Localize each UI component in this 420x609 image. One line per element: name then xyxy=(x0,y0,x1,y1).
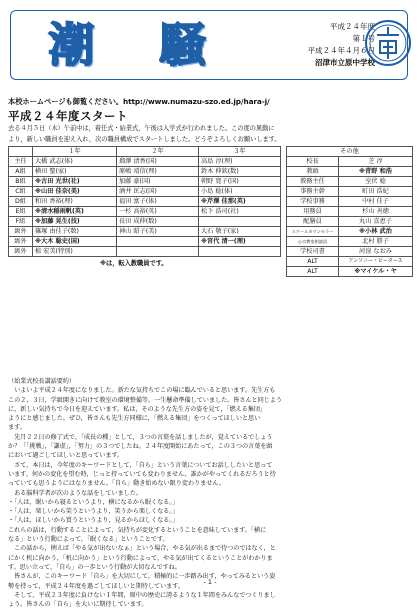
staff-cell: 鈴木 伸欽(数) xyxy=(199,167,281,177)
staff-name: 河窪 なおみ xyxy=(339,247,413,257)
staff-cell: 高島 淳(理) xyxy=(199,157,281,167)
speech-line: ある脳科学者が次のような話をしていました。 xyxy=(8,489,142,497)
table-row xyxy=(9,157,281,167)
speech-line: さて，本日は，今年度のキーワードとして，「自ら」という言葉についてお話ししたいと思って xyxy=(8,461,273,469)
issue-date: 平成２４年４月６日 xyxy=(307,46,375,55)
table-row xyxy=(9,197,281,207)
speech-line: ・「人は，ほしいから買うというより，見るからほしくなる。」 xyxy=(8,517,179,525)
table-row xyxy=(287,177,413,187)
issue-year: 平成２４年度 xyxy=(330,22,375,31)
row-role: 教頭 xyxy=(287,167,339,177)
speech-line: なる」という行動によって，「眠くなる」ということです。 xyxy=(8,536,169,544)
staff-cell: 一杉 高裕(英) xyxy=(117,207,199,217)
staff-cell: 長田 成伸(数) xyxy=(117,217,199,227)
principal-speech xyxy=(8,377,412,609)
speech-line: いよいよ平成２４年度になりました。新たな気持ちでこの場に臨んでいると思います。先生方も xyxy=(8,387,276,395)
table-row xyxy=(287,257,413,267)
page-number: - 1 - xyxy=(203,578,217,586)
staff-cell: 加藤 豪(国) xyxy=(117,177,199,187)
intro-line: 去る４月５日（木）午前中は，着任式・始業式，午後は入学式が行われました。この度の異動に xyxy=(8,125,275,132)
speech-line: ・「人は，眠いから寝るというより，横になるから眠くなる。」 xyxy=(8,498,179,506)
staff-cell: 篠塚 由佳子(数) xyxy=(33,227,117,237)
staff-cell: 植 宏美(特別) xyxy=(33,247,117,257)
staff-cell: 小島 稔(体) xyxy=(199,187,281,197)
row-role: 配膳員 xyxy=(287,217,339,227)
staff-cell: 酒井 匡志(国) xyxy=(117,187,199,197)
other-table-header: その他 xyxy=(287,147,413,157)
staff-name: ※青野 和浩 xyxy=(339,167,413,177)
grade-table-header xyxy=(9,147,33,157)
row-role: F組 xyxy=(9,217,33,227)
speech-line: す。思い立って，「自ら」の一歩という行動が大切なんですね。 xyxy=(8,563,181,571)
staff-cell: 大石 敬子(家) xyxy=(199,227,281,237)
row-role: 学校事務 xyxy=(287,197,339,207)
row-role: A組 xyxy=(9,167,33,177)
staff-cell: 松下 浩司(社) xyxy=(199,207,281,217)
table-row xyxy=(287,267,413,277)
table-row xyxy=(287,237,413,247)
row-role: 級外 xyxy=(9,237,33,247)
staff-name: ※小林 武治 xyxy=(339,227,413,237)
staff-cell: ※大木 聡史(国) xyxy=(33,237,117,247)
row-role: スクールカウンセラー xyxy=(287,227,339,237)
speech-line: ようにと感じました。ぜひ，皆さんも先生方同様に，「燃える集団」をつくってほしいと思い xyxy=(8,415,261,423)
speech-line: にかく机に向かう，「机に向かう」という行動によって，やる気が出てくるということがわかりま xyxy=(8,554,273,562)
speech-line: っていても思うようにはなりません。「自ら」動き始めない限り変わりません。 xyxy=(8,480,225,488)
table-row xyxy=(9,177,281,187)
intro-line: より，新しい職員を迎え入れ，次の職員構成でスタートしました。どうぞよろしくお願いします。 xyxy=(8,136,281,143)
row-role: 級外 xyxy=(9,227,33,237)
speech-line: います。何かの変化を望む時，じっと持っていても変わりません。誰かがやってくれるだろうと待 xyxy=(8,470,276,478)
speech-line: か？「「挑戦」，「謙虚」，「努力」の３つでしたね。２４年度開始にあたって，この３つの言葉を頭 xyxy=(8,443,273,451)
staff-name: 芝 淳 xyxy=(339,157,413,167)
row-role: B組 xyxy=(9,177,33,187)
table-row xyxy=(287,197,413,207)
staff-cell: 神山 昭子(美) xyxy=(117,227,199,237)
row-role: ALT xyxy=(287,267,339,277)
row-role: 校長 xyxy=(287,157,339,167)
speech-line: 勢を持って，平成２４年度を過ごしてほしいと期待しています。 xyxy=(8,582,184,590)
staff-cell: ※宮代 清一(理) xyxy=(199,237,281,247)
article-heading: 平成２４年度スタート xyxy=(8,109,128,123)
staff-cell: 瑠澤 清香(国) xyxy=(117,157,199,167)
school-name: 沼津市立原中学校 xyxy=(315,58,375,67)
staff-cell: ※山田 佳奈(美) xyxy=(33,187,117,197)
speech-line: （始業式校長講話要約） xyxy=(8,378,75,385)
row-role: 教務主任 xyxy=(287,177,339,187)
grade-staff-table xyxy=(8,146,281,257)
staff-name: 北村 勝子 xyxy=(339,237,413,247)
table-row xyxy=(287,207,413,217)
speech-line: そして，平成２３年度に負けない１年間，原中の歴史に誇るような１年間をみんなでつくりまし xyxy=(8,591,276,599)
speech-line: 先月２２日の修了式で，「成長の種」として，３つの言葉を話しましたが，覚えているでしょう xyxy=(8,433,273,441)
row-role: ALT xyxy=(287,257,339,267)
speech-line: ょう。皆さんの「自ら」を大いに期待しています。 xyxy=(8,601,148,609)
masthead xyxy=(10,10,408,80)
row-role: 事務主幹 xyxy=(287,187,339,197)
table-row xyxy=(9,207,281,217)
staff-name: アンソニー・ピータース xyxy=(339,257,413,267)
staff-cell xyxy=(199,217,281,227)
staff-name: 室伏 稔 xyxy=(339,177,413,187)
table-row xyxy=(287,247,413,257)
issue-number: 第１号 xyxy=(352,34,375,43)
staff-cell: 福田 富子(体) xyxy=(117,197,199,207)
masthead-title xyxy=(17,17,239,73)
homepage-line: 本校ホームページも御覧ください。http://www.numazu-szo.ed.jp/hara-j/ xyxy=(8,97,270,106)
staff-cell: 大橋 武志(体) xyxy=(33,157,117,167)
row-role: 級外 xyxy=(9,247,33,257)
staff-name: 杉山 善徳 xyxy=(339,207,413,217)
staff-name: 町田 浩紀 xyxy=(339,187,413,197)
row-role: C組 xyxy=(9,187,33,197)
table-row xyxy=(9,217,281,227)
row-role: E組 xyxy=(9,207,33,217)
staff-cell: ※芹澤 佳那(英) xyxy=(199,197,281,207)
transfer-note: ※は，転入教職員です。 xyxy=(100,260,168,267)
table-row xyxy=(287,157,413,167)
masthead-title-char: 潮 xyxy=(48,18,97,72)
table-row xyxy=(9,167,281,177)
other-staff-table xyxy=(286,146,413,277)
staff-cell: 横田 聖(家) xyxy=(33,167,117,177)
masthead-info xyxy=(255,21,375,69)
staff-cell: ※清水稲雨帆(英) xyxy=(33,207,117,217)
staff-cell: ※古田 光世(社) xyxy=(33,177,117,187)
row-role: 主任 xyxy=(9,157,33,167)
speech-line: において過ごしてほしいと思っています。 xyxy=(8,452,124,460)
table-row xyxy=(287,167,413,177)
table-row xyxy=(287,227,413,237)
speech-line: に，新しい気持ちで今日を迎えています。私は，そのような先生方の姿を見て，「燃える集団」 xyxy=(8,405,266,413)
row-role: 心の教室相談員 xyxy=(287,237,339,247)
staff-cell: ※加藤 晃生(技) xyxy=(33,217,117,227)
staff-cell: 和田 香裕(理) xyxy=(33,197,117,207)
staff-name: ※マイケル・ヤ xyxy=(339,267,413,277)
grade-table-header: ２年 xyxy=(117,147,199,157)
row-role: 用務員 xyxy=(287,207,339,217)
speech-line: これらの話は，行動することによって，気持ちが変化するということを意味しています。「横に xyxy=(8,526,267,534)
table-row xyxy=(9,247,281,257)
speech-line: 皆さんが，このキーワード「自ら」を大切にして，積極的に一歩踏み出す，やってみるという姿 xyxy=(8,573,276,581)
speech-line: ます。 xyxy=(8,424,26,432)
staff-cell xyxy=(199,247,281,257)
speech-line: ・「人は，楽しいから笑うというより，笑うから楽しくなる。」 xyxy=(8,508,179,516)
table-row xyxy=(287,217,413,227)
masthead-title-char: 騒 xyxy=(159,18,208,72)
table-row xyxy=(9,227,281,237)
row-role: 学校司書 xyxy=(287,247,339,257)
staff-name: 中村 佳子 xyxy=(339,197,413,207)
staff-cell: 朝野 寛子(国) xyxy=(199,177,281,187)
table-row xyxy=(9,187,281,197)
grade-table-header: １年 xyxy=(33,147,117,157)
speech-line: この話から，例えば「やる気が出ないなぁ」という場合，やる気が出るまで待つのではなく，と xyxy=(8,545,276,553)
table-row xyxy=(287,187,413,197)
staff-cell: 原嶋 靖信(理) xyxy=(117,167,199,177)
speech-line: この２，３日，学級開きに向けて教室の環境整備等，一生懸命準備していました。皆さんと同じよう xyxy=(8,396,282,404)
staff-cell xyxy=(117,247,199,257)
school-seal-logo xyxy=(363,17,413,73)
row-role: D組 xyxy=(9,197,33,207)
table-row xyxy=(9,237,281,247)
staff-name: 丸山 喜恵子 xyxy=(339,217,413,227)
staff-cell xyxy=(117,237,199,247)
grade-table-header: ３年 xyxy=(199,147,281,157)
